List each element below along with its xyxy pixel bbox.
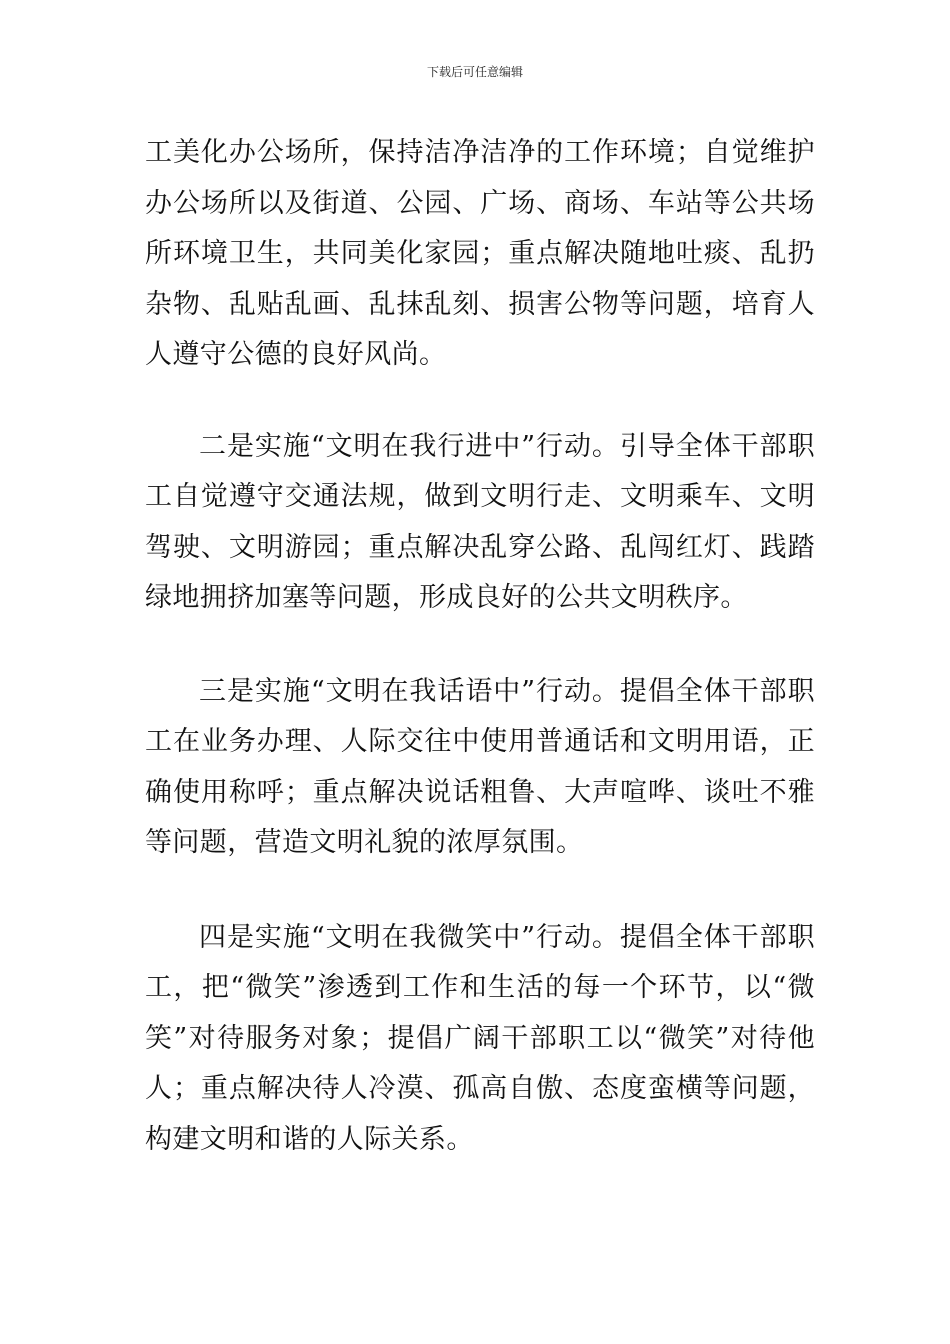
paragraph-item-4: 四是实施“文明在我微笑中”行动。提倡全体干部职工，把“微笑”渗透到工作和生活的每一个环节，以“微笑”对待服务对象；提倡广阔干部职工以“微笑”对待他人；重点解决待人冷漠、孤高自傲、态度蛮横等问题，构建文明和谐的人际关系。 xyxy=(145,921,815,1155)
paragraph-item-2: 二是实施“文明在我行进中”行动。引导全体干部职工自觉遵守交通法规，做到文明行走、文明乘车、文明驾驶、文明游园；重点解决乱穿公路、乱闯红灯、践踏绿地拥挤加塞等问题，形成良好的公共文明秩序。 xyxy=(145,430,815,613)
paragraph-continuation: 工美化办公场所，保持洁净洁净的工作环境；自觉维护办公场所以及街道、公园、广场、商场、车站等公共场所环境卫生，共同美化家园；重点解决随地吐痰、乱扔杂物、乱贴乱画、乱抹乱刻、损害公物等问题，培育人人遵守公德的良好风尚。 xyxy=(145,137,815,370)
paragraph-item-3: 三是实施“文明在我话语中”行动。提倡全体干部职工在业务办理、人际交往中使用普通话和文明用语，正确使用称呼；重点解决说话粗鲁、大声喧哗、谈吐不雅等问题，营造文明礼貌的浓厚氛围。 xyxy=(145,675,815,858)
page-header-note: 下载后可任意编辑 xyxy=(426,65,523,79)
document-body xyxy=(145,128,815,1165)
